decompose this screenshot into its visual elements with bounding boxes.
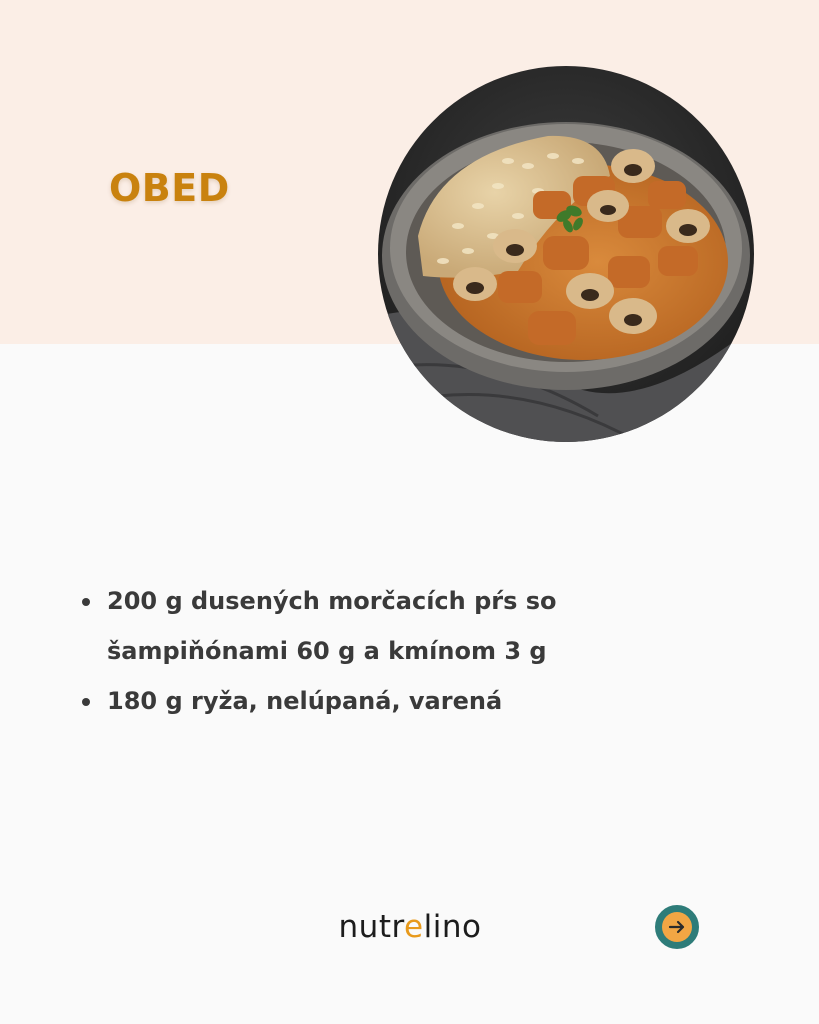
next-button-inner [662,912,692,942]
ingredient-list [80,576,640,726]
brand-wordmark [339,909,482,945]
brand-prefix: nutr [338,909,405,945]
page-title: OBED [109,166,230,210]
ingredient-item: 200 g dusených morčacích pŕs so šampiňónami 60 g a kmínom 3 g [80,576,640,676]
brand-accent-letter: e [404,909,424,945]
next-button[interactable] [655,905,699,949]
meal-photo [378,66,754,442]
brand-suffix: lino [423,909,482,945]
ingredient-item: 180 g ryža, nelúpaná, varená [80,676,640,726]
brand-logo [328,904,492,950]
arrow-right-icon [667,917,687,937]
